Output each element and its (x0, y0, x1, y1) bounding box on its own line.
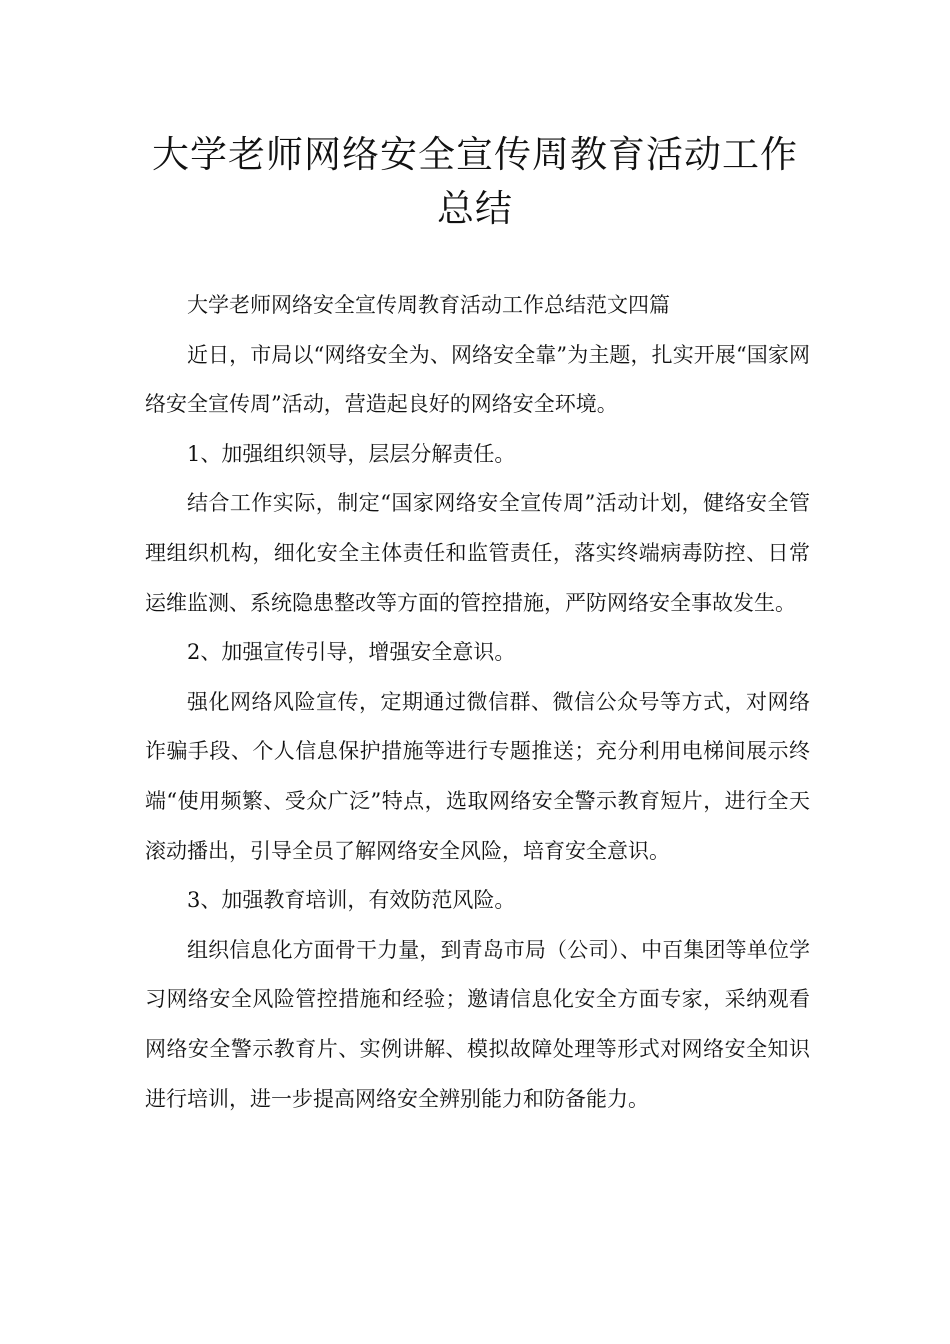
document-title (120, 128, 830, 236)
intro-paragraph: 近日，市局以“网络安全为、网络安全靠”为主题，扎实开展“国家网络安全宣传周”活动，营造起良好的网络安全环境。 (145, 342, 810, 417)
document-body (145, 281, 810, 1124)
subtitle-paragraph: 大学老师网络安全宣传周教育活动工作总结范文四篇 (187, 293, 670, 317)
section-paragraph-3: 组织信息化方面骨干力量，到青岛市局（公司）、中百集团等单位学习网络安全风险管控措施和经验；邀请信息化安全方面专家，采纳观看网络安全警示教育片、实例讲解、模拟故障处理等形式对网络安全知识进行培训，进一步提高网络安全辨别能力和防备能力。 (145, 937, 810, 1111)
section-heading-2: 2、加强宣传引导，增强安全意识。 (187, 640, 516, 665)
section-paragraph-1: 结合工作实际，制定“国家网络安全宣传周”活动计划，健络安全管理组织机构，细化安全主体责任和监管责任，落实终端病毒防控、日常运维监测、系统隐患整改等方面的管控措施，严防网络安全事故发生。 (145, 491, 810, 615)
section-paragraph-2: 强化网络风险宣传，定期通过微信群、微信公众号等方式，对网络诈骗手段、个人信息保护措施等进行专题推送；充分利用电梯间展示终端“使用频繁、受众广泛”特点，选取网络安全警示教育短片，进行全天滚动播出，引导全员了解网络安全风险，培育安全意识。 (145, 689, 810, 863)
title-line-2: 总结 (437, 187, 513, 230)
section-heading-3: 3、加强教育培训，有效防范风险。 (187, 888, 516, 913)
section-heading-1: 1、加强组织领导，层层分解责任。 (187, 441, 516, 466)
title-line-1: 大学老师网络安全宣传周教育活动工作 (152, 133, 798, 176)
